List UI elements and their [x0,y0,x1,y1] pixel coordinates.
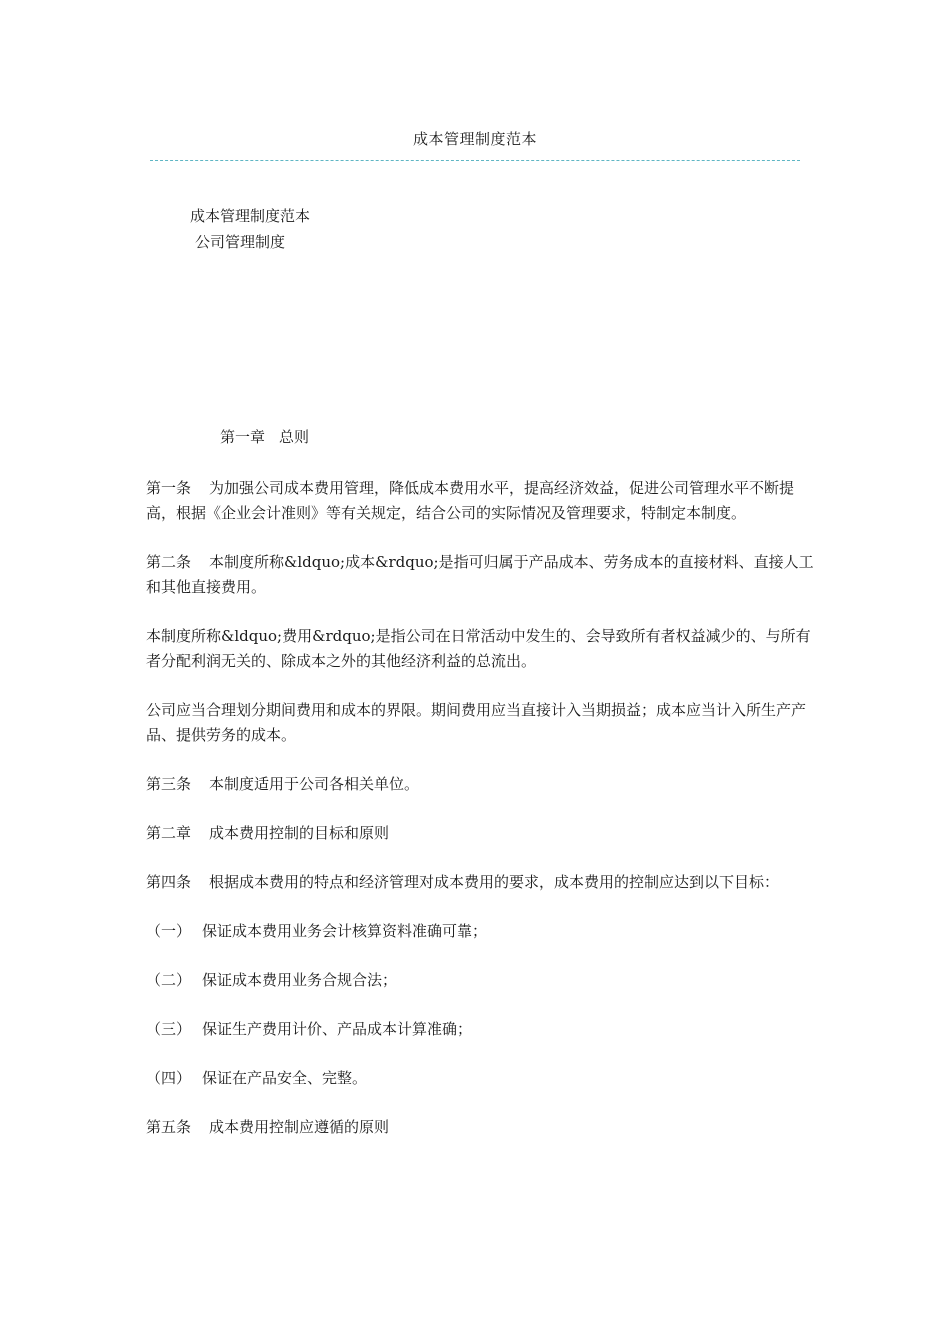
list-item [146,919,816,944]
article-2-paragraph-3: 公司应当合理划分期间费用和成本的界限。期间费用应当直接计入当期损益；成本应当计入所生产产品、提供劳务的成本。 [146,701,807,744]
article-4 [146,870,816,895]
list-item-text: 保证生产费用计价、产品成本计算准确； [202,1020,473,1038]
article-3-text: 本制度适用于公司各相关单位。 [209,775,420,793]
header-divider [150,160,800,161]
article-5-label: 第五条 [146,1118,192,1136]
article-3 [146,772,816,797]
intro-title: 成本管理制度范本 [190,207,311,225]
article-3-label: 第三条 [146,775,192,793]
document-header-title: 成本管理制度范本 [412,130,537,148]
list-item-text: 保证成本费用业务合规合法； [202,971,398,989]
list-item [146,1066,816,1091]
article-2-paragraph-2: 本制度所称&ldquo;费用&rdquo;是指公司在日常活动中发生的、会导致所有者权益减少的、与所有者分配利润无关的、除成本之外的其他经济利益的总流出。 [146,627,811,670]
article-5 [146,1115,816,1140]
article-4-text: 根据成本费用的特点和经济管理对成本费用的要求，成本费用的控制应达到以下目标： [209,873,780,891]
chapter-2-title: 成本费用控制的目标和原则 [209,824,390,842]
article-1 [146,476,816,526]
chapter-2-label: 第二章 [146,824,192,842]
list-item-label: （四） [146,1069,192,1087]
article-5-text: 成本费用控制应遵循的原则 [209,1118,390,1136]
list-item [146,968,816,993]
article-2-label: 第二条 [146,553,192,571]
document-body [146,476,816,1164]
chapter-1-title: 总则 [279,428,310,446]
list-item-text: 保证在产品安全、完整。 [202,1069,368,1087]
article-1-text: 为加强公司成本费用管理，降低成本费用水平，提高经济效益，促进公司管理水平不断提高，根据《企业会计准则》等有关规定，结合公司的实际情况及管理要求，特制定本制度。 [146,479,795,522]
intro-block [190,203,310,255]
chapter-1-heading [220,426,309,447]
article-1-label: 第一条 [146,479,192,497]
chapter-2-heading [146,821,816,846]
list-item-label: （一） [146,922,192,940]
list-item [146,1017,816,1042]
list-item-label: （三） [146,1020,192,1038]
list-item-text: 保证成本费用业务会计核算资料准确可靠； [202,922,488,940]
article-2-text: 本制度所称&ldquo;成本&rdquo;是指可归属于产品成本、劳务成本的直接材料、直接人工和其他直接费用。 [146,553,814,596]
chapter-1-label: 第一章 [220,428,266,446]
article-4-label: 第四条 [146,873,192,891]
article-2 [146,550,816,600]
list-item-label: （二） [146,971,192,989]
intro-subtitle: 公司管理制度 [195,233,286,251]
